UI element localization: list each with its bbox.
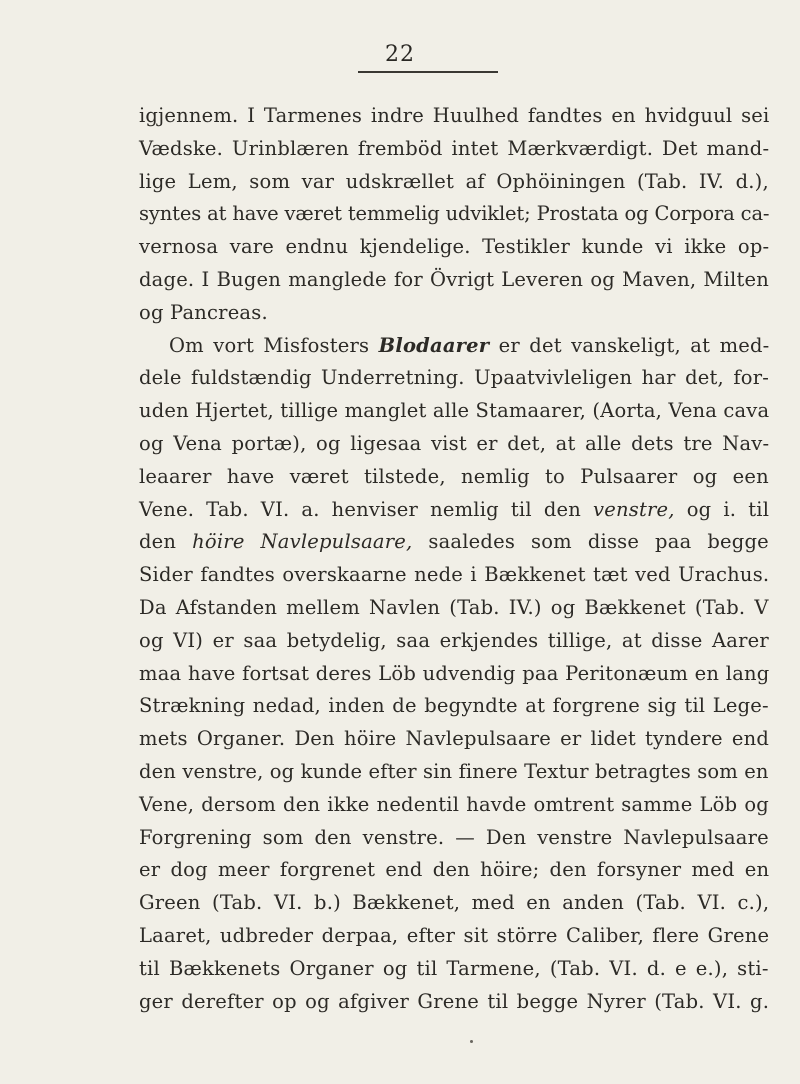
- text-line: til Bækkenets Organer og til Tarmene, (Tab. VI. d. e e.), sti-: [139, 956, 769, 980]
- text-line: [139, 330, 769, 363]
- text-line: [139, 526, 769, 559]
- text-line: og Vena portæ), og ligesaa vist er det, at alle dets tre Nav-: [139, 431, 770, 455]
- text-line: vernosa vare endnu kjendelige. Testikler kunde vi ikke op-: [139, 235, 770, 259]
- text-segment: og i. til: [674, 497, 770, 521]
- text-line: og VI) er saa betydelig, saa erkjendes tillige, at disse Aarer: [139, 628, 769, 652]
- header-rule: [358, 71, 498, 73]
- text-segment: Om vort Misfosters: [169, 333, 379, 357]
- text-line: Forgrening som den venstre. — Den venstre Navlepulsaare: [139, 825, 769, 849]
- emphasized-text: Blodaarer: [378, 333, 490, 357]
- text-line: Laaret, udbreder derpaa, efter sit större Caliber, flere Grene: [139, 923, 770, 947]
- text-line: leaarer have været tilstede, nemlig to Pulsaarer og een: [139, 464, 769, 488]
- body-text: [139, 100, 769, 1018]
- text-line: [139, 494, 769, 527]
- text-line: Vædske. Urinblæren fremböd intet Mærkværdigt. Det mand-: [139, 136, 770, 160]
- emphasized-text: höire Navlepulsaare,: [192, 530, 413, 554]
- text-segment: Vene. Tab. VI. a. henviser nemlig til den: [139, 497, 594, 521]
- emphasized-text: venstre,: [593, 497, 675, 521]
- page-number: 22: [385, 42, 415, 67]
- text-line: Strækning nedad, inden de begyndte at forgrene sig til Lege-: [139, 694, 769, 718]
- ink-speck: [470, 1040, 473, 1043]
- text-line: Da Afstanden mellem Navlen (Tab. IV.) og Bækkenet (Tab. V: [139, 595, 769, 619]
- text-line: Sider fandtes overskaarne nede i Bækkenet tæt ved Urachus.: [139, 563, 770, 587]
- text-line: mets Organer. Den höire Navlepulsaare er lidet tyndere end: [139, 727, 770, 751]
- text-line: Green (Tab. VI. b.) Bækkenet, med en anden (Tab. VI. c.),: [139, 891, 770, 915]
- text-line: Vene, dersom den ikke nedentil havde omtrent samme Löb og: [139, 792, 769, 816]
- text-line: uden Hjertet, tillige manglet alle Stamaarer, (Aorta, Vena cava: [139, 399, 770, 423]
- text-segment: er det vanskeligt, at med-: [489, 333, 770, 357]
- text-line: igjennem. I Tarmenes indre Huulhed fandtes en hvidguul sei: [139, 104, 770, 127]
- text-segment: saaledes som disse paa begge: [412, 530, 769, 554]
- text-line: lige Lem, som var udskrællet af Ophöiningen (Tab. IV. d.),: [139, 169, 769, 193]
- text-line: dele fuldstændig Underretning. Upaatvivleligen har det, for-: [139, 366, 770, 390]
- text-line: og Pancreas.: [139, 300, 268, 324]
- text-line: maa have fortsat deres Löb udvendig paa Peritonæum en lang: [139, 661, 770, 685]
- text-line: ger derefter op og afgiver Grene til begge Nyrer (Tab. VI. g.: [139, 989, 770, 1013]
- text-line: syntes at have været temmelig udviklet; Prostata og Corpora ca-: [139, 202, 770, 226]
- text-line: er dog meer forgrenet end den höire; den forsyner med en: [139, 858, 770, 882]
- text-segment: den: [139, 530, 193, 554]
- text-line: den venstre, og kunde efter sin finere Textur betragtes som en: [139, 759, 769, 783]
- text-line: dage. I Bugen manglede for Övrigt Leveren og Maven, Milten: [139, 267, 769, 291]
